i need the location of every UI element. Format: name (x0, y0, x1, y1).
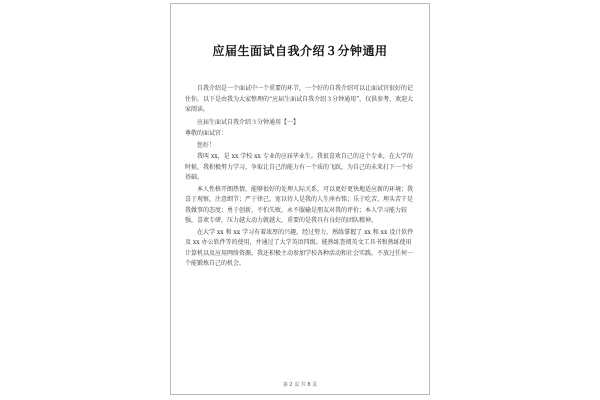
paragraph-intro: 自我介绍是一个面试中一个重要的环节，一个好的自我介绍可以让面试官很好的记住你。以下是由我为大家整理的“应届生面试自我介绍３分钟通用”，仅供参考，欢迎大家阅读。 (185, 85, 414, 113)
greeting: 您好！ (197, 141, 216, 149)
paragraph-personality: 本人性格开朗热情，能够很好的处理人际关系，可以更好更快地适应新的环境；我喜于观察，注意细节；严于律己，宽以待人是我的人生座右铭；乐于吃苦，埋头苦干是我做事的态度；勇于创新，不怕失败，永不服输是朋友对我的评价；本人学习能力较强，喜欢专研，压力越大动力就越大，重要的是我具有良好的团队精神。 (185, 185, 414, 224)
document-page (170, 3, 430, 395)
document-title: 应届生面试自我介绍３分钟通用 (212, 44, 388, 58)
page-footer: 第 2 页 共 8 页 (282, 382, 318, 388)
section-heading: 应届生面试自我介绍３分钟通用【一】 (197, 118, 300, 126)
document-body (185, 84, 415, 271)
paragraph-self-intro: 我叫 xx，是 xx 学校 xx 专业的应届毕业生。我很喜欢自己的这个专业，在大学的时候，我积极努力学习，争取让自己的能力有一个质的飞跃，为自己的未来打下一个好基础。 (185, 153, 414, 181)
paragraph-skills: 在大学 xx 和 xx 学习有着浓厚的兴趣，经过努力，熟练掌握了 xx 和 xx 设计软件及 xx 办公软件等的使用，并通过了大学英语四级。能熟练查阅英文工具书和熟练使用计算机以及应用网络资源。我还积极主动参加学校各种活动和社会实践。不放过任何一个能锻炼自己的机会。 (185, 228, 414, 267)
salutation: 尊敬的面试官： (185, 130, 228, 137)
